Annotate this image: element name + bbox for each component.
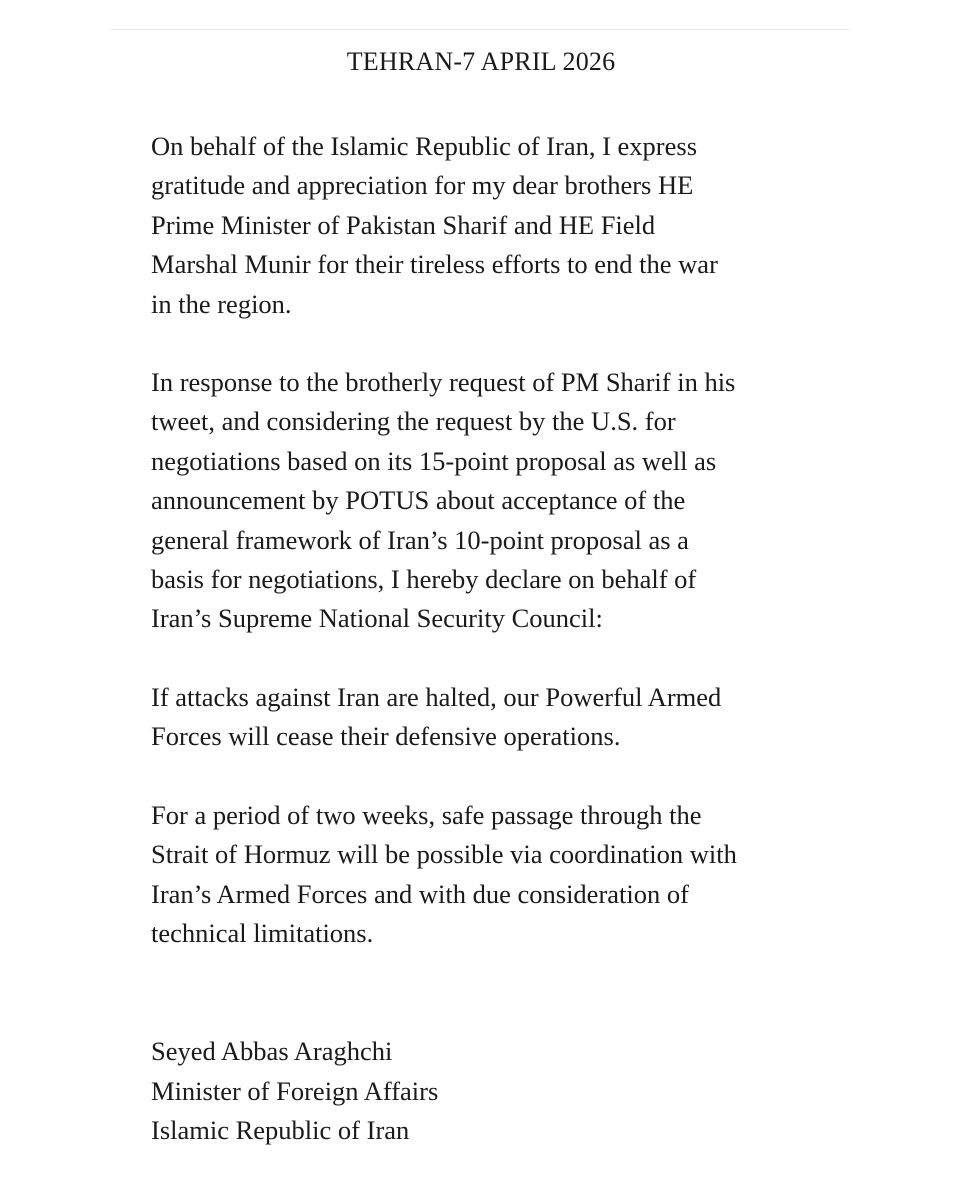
top-divider [110,29,850,30]
paragraph-hormuz-passage: For a period of two weeks, safe passage through the Strait of Hormuz will be possible via coordination with Iran’s Armed Forces and with due consideration of technical limitations. [151,799,737,948]
statement-document [151,42,831,1151]
dateline: TEHRAN-7 APRIL 2026 [346,47,616,76]
signatory-title: Minister of Foreign Affairs [151,1075,439,1106]
paragraph-declaration: In response to the brotherly request of PM Sharif in his tweet, and considering the request by the U.S. for negotiations based on its 15-point proposal as well as announcement by POTUS about acceptance of the general framework of Iran’s 10-point proposal as a basis for negotiations, I hereby declare on behalf of Iran’s Supreme National Security Council: [151,367,736,634]
signature-block [151,1032,831,1150]
signatory-name: Seyed Abbas Araghchi [151,1036,393,1067]
paragraph-ceasefire: If attacks against Iran are halted, our Powerful Armed Forces will cease their defensive operations. [151,681,722,752]
signatory-organization: Islamic Republic of Iran [151,1115,410,1146]
paragraph-gratitude: On behalf of the Islamic Republic of Iran, I express gratitude and appreciation for my dear brothers HE Prime Minister of Pakistan Sharif and HE Field Marshal Munir for their tireless efforts to end the war in the region. [151,131,718,319]
